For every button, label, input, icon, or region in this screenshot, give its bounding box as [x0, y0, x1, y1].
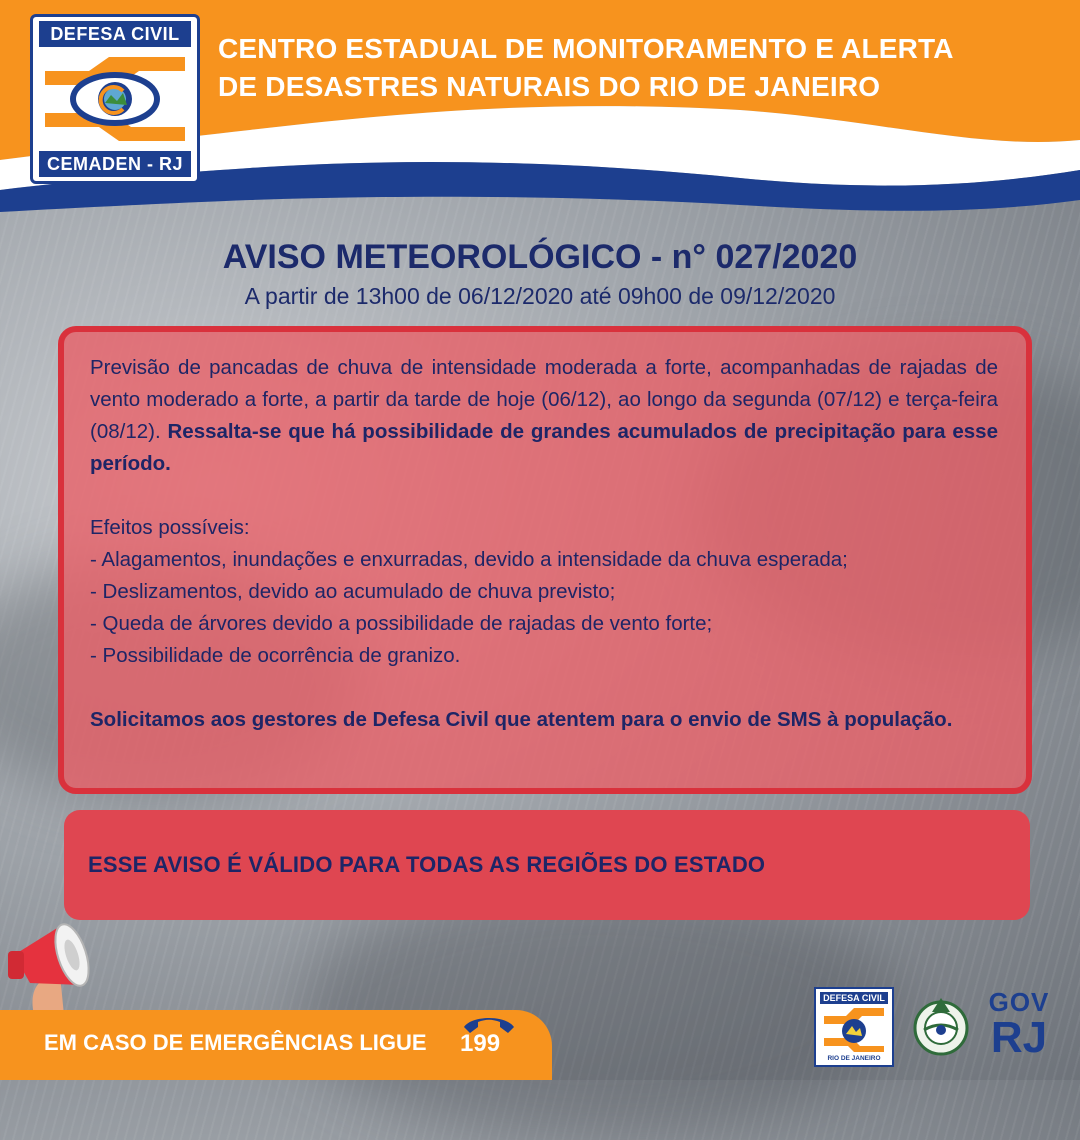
effect-item: - Possibilidade de ocorrência de granizo.: [90, 644, 461, 667]
footer-logo-art: [822, 1006, 886, 1054]
gov-rj-logo: [984, 988, 1054, 1060]
request-text: Solicitamos aos gestores de Defesa Civil que atentem para o envio de SMS à população.: [90, 708, 953, 731]
notice-title: AVISO METEOROLÓGICO - n° 027/2020: [222, 238, 858, 276]
forecast-emphasis: Ressalta-se que há possibilidade de grandes acumulados de precipitação para esse período.: [90, 420, 998, 475]
effect-item: - Deslizamentos, devido ao acumulado de chuva previsto;: [90, 580, 616, 603]
organization-title-line1: CENTRO ESTADUAL DE MONITORAMENTO E ALERTA: [218, 33, 954, 64]
defesa-civil-rj-logo: [814, 987, 894, 1067]
organization-title-line2: DE DESASTRES NATURAIS DO RIO DE JANEIRO: [218, 71, 881, 102]
scope-text: ESSE AVISO É VÁLIDO PARA TODAS AS REGIÕES DO ESTADO: [88, 852, 766, 877]
gov-label: GOV: [988, 987, 1050, 1017]
notice-period: A partir de 13h00 de 06/12/2020 até 09h00 de 09/12/2020: [244, 283, 836, 309]
rj-label: RJ: [990, 1013, 1048, 1062]
emergency-number: 199: [460, 1030, 501, 1057]
logo-bottom-label: CEMADEN - RJ: [39, 151, 191, 177]
logo-top-label: DEFESA CIVIL: [39, 21, 191, 47]
effect-item: - Queda de árvores devido a possibilidade de rajadas de vento forte;: [90, 612, 713, 635]
scope-box: [64, 810, 1030, 920]
effect-item: - Alagamentos, inundações e enxurradas, devido a intensidade da chuva esperada;: [90, 548, 848, 571]
alert-text: [90, 352, 998, 736]
organization-title: [218, 30, 1038, 106]
forecast-paragraph: [90, 352, 998, 480]
footer-logo-bottom: RIO DE JANEIRO: [827, 1055, 881, 1062]
state-seal-icon: [910, 990, 972, 1062]
megaphone-icon: [4, 905, 104, 1015]
eye-logo-icon: [39, 51, 191, 147]
forecast-text: Previsão de pancadas de chuva de intensidade moderada a forte, acompanhadas de rajadas de vento moderado a forte, a partir da tarde de hoje (06/12), ao longo da segunda (07/12) e terça-feira (08/12).: [90, 356, 998, 443]
alert-box: [58, 326, 1032, 794]
footer-logo-top: DEFESA CIVIL: [820, 992, 888, 1004]
cemaden-logo: [30, 14, 200, 184]
emergency-text: EM CASO DE EMERGÊNCIAS LIGUE: [44, 1030, 427, 1055]
effects-heading: Efeitos possíveis:: [90, 516, 250, 539]
